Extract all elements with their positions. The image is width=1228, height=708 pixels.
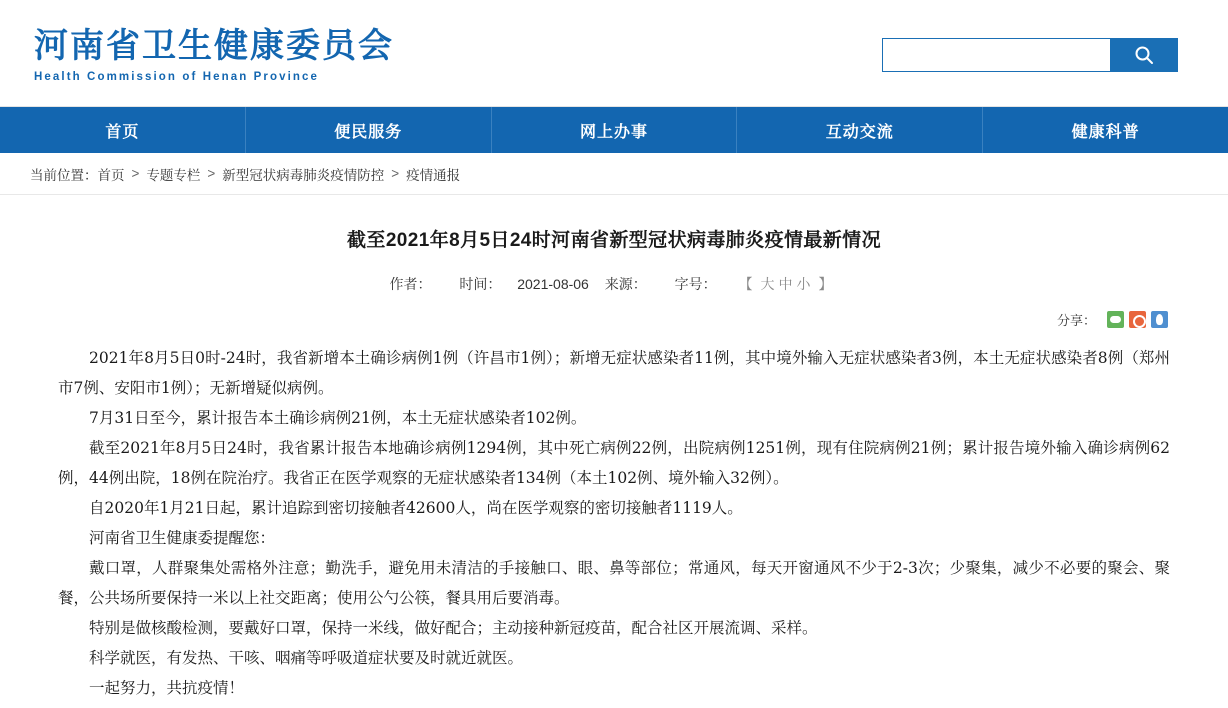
search-input[interactable] xyxy=(882,38,1110,72)
search-button[interactable] xyxy=(1110,38,1178,72)
article-paragraph: 7月31日至今，累计报告本土确诊病例21例，本土无症状感染者102例。 xyxy=(89,409,587,427)
article xyxy=(0,225,1228,703)
breadcrumb-separator: > xyxy=(391,166,400,181)
breadcrumb-separator: > xyxy=(207,166,216,181)
fontsize-label: 字号： xyxy=(674,276,717,292)
breadcrumb xyxy=(0,153,1228,195)
article-paragraph: 截至2021年8月5日24时，我省累计报告本地确诊病例1294例，其中死亡病例22例，出院病例1251例，现有住院病例21例；累计报告境外输入确诊病例62例，44例出院，18例在院治疗。我省正在医学观察的无症状感染者134例（本土102例、境外输入32例）。 xyxy=(58,439,1170,487)
breadcrumb-item-home[interactable]: 首页 xyxy=(97,167,125,183)
article-paragraph: 河南省卫生健康委提醒您： xyxy=(89,529,276,547)
time-value: 2021-08-06 xyxy=(517,276,589,292)
search-icon xyxy=(1133,44,1155,66)
site-header xyxy=(0,0,1228,107)
page-title: 截至2021年8月5日24时河南省新型冠状病毒肺炎疫情最新情况 xyxy=(347,230,881,251)
nav-item-label: 便民服务 xyxy=(334,123,403,141)
article-body xyxy=(58,343,1170,703)
main-navigation xyxy=(0,107,1228,153)
article-paragraph: 特别是做核酸检测，要戴好口罩，保持一米线，做好配合；主动接种新冠疫苗，配合社区开展流调、采样。 xyxy=(89,619,818,637)
fontsize-bracket-close: 】 xyxy=(818,276,833,292)
nav-item-label: 互动交流 xyxy=(825,123,894,141)
nav-item-online-service[interactable] xyxy=(492,107,738,153)
site-title-en: Health Commission of Henan Province xyxy=(34,71,320,83)
site-logo[interactable] xyxy=(34,26,394,83)
article-meta xyxy=(58,274,1170,294)
article-paragraph: 科学就医，有发热、干咳、咽痛等呼吸道症状要及时就近就医。 xyxy=(89,649,524,667)
fontsize-medium-button[interactable]: 中 xyxy=(778,276,793,292)
qq-icon[interactable] xyxy=(1151,311,1168,328)
source-label: 来源： xyxy=(604,276,647,292)
breadcrumb-item-special-column[interactable]: 专题专栏 xyxy=(146,167,201,183)
share-label: 分享： xyxy=(1056,313,1096,328)
wechat-icon[interactable] xyxy=(1107,311,1124,328)
nav-item-health-science[interactable] xyxy=(983,107,1228,153)
nav-item-public-service[interactable] xyxy=(246,107,492,153)
breadcrumb-separator: > xyxy=(131,166,140,181)
nav-item-interaction[interactable] xyxy=(737,107,983,153)
fontsize-small-button[interactable]: 小 xyxy=(796,276,811,292)
breadcrumb-prefix: 当前位置： xyxy=(30,167,98,183)
breadcrumb-item-covid-control[interactable]: 新型冠状病毒肺炎疫情防控 xyxy=(222,167,385,183)
fontsize-large-button[interactable]: 大 xyxy=(760,276,775,292)
article-paragraph: 自2020年1月21日起，累计追踪到密切接触者42600人，尚在医学观察的密切接触者1119人。 xyxy=(89,499,743,517)
fontsize-controls xyxy=(733,276,839,292)
time-label: 时间： xyxy=(459,276,502,292)
article-paragraph: 一起努力，共抗疫情！ xyxy=(89,679,245,697)
nav-item-home[interactable] xyxy=(0,107,246,153)
nav-item-label: 网上办事 xyxy=(579,123,648,141)
share-bar xyxy=(58,310,1170,329)
article-paragraph: 戴口罩，人群聚集处需格外注意；勤洗手，避免用未清洁的手接触口、眼、鼻等部位；常通风，每天开窗通风不少于2-3次；少聚集，减少不必要的聚会、聚餐，公共场所要保持一米以上社交距离；使用公勺公筷，餐具用后要消毒。 xyxy=(58,559,1170,607)
weibo-icon[interactable] xyxy=(1129,311,1146,328)
site-search xyxy=(882,38,1178,72)
site-title-cn: 河南省卫生健康委员会 xyxy=(34,27,394,65)
nav-item-label: 健康科普 xyxy=(1071,123,1140,141)
author-label: 作者： xyxy=(389,276,432,292)
breadcrumb-item-epidemic-report[interactable]: 疫情通报 xyxy=(406,167,461,183)
fontsize-bracket-open: 【 xyxy=(738,276,753,292)
nav-item-label: 首页 xyxy=(105,123,140,141)
article-paragraph: 2021年8月5日0时-24时，我省新增本土确诊病例1例（许昌市1例）；新增无症状感染者11例，其中境外输入无症状感染者3例，本土无症状感染者8例（郑州市7例、安阳市1例）；无新增疑似病例。 xyxy=(58,349,1170,397)
